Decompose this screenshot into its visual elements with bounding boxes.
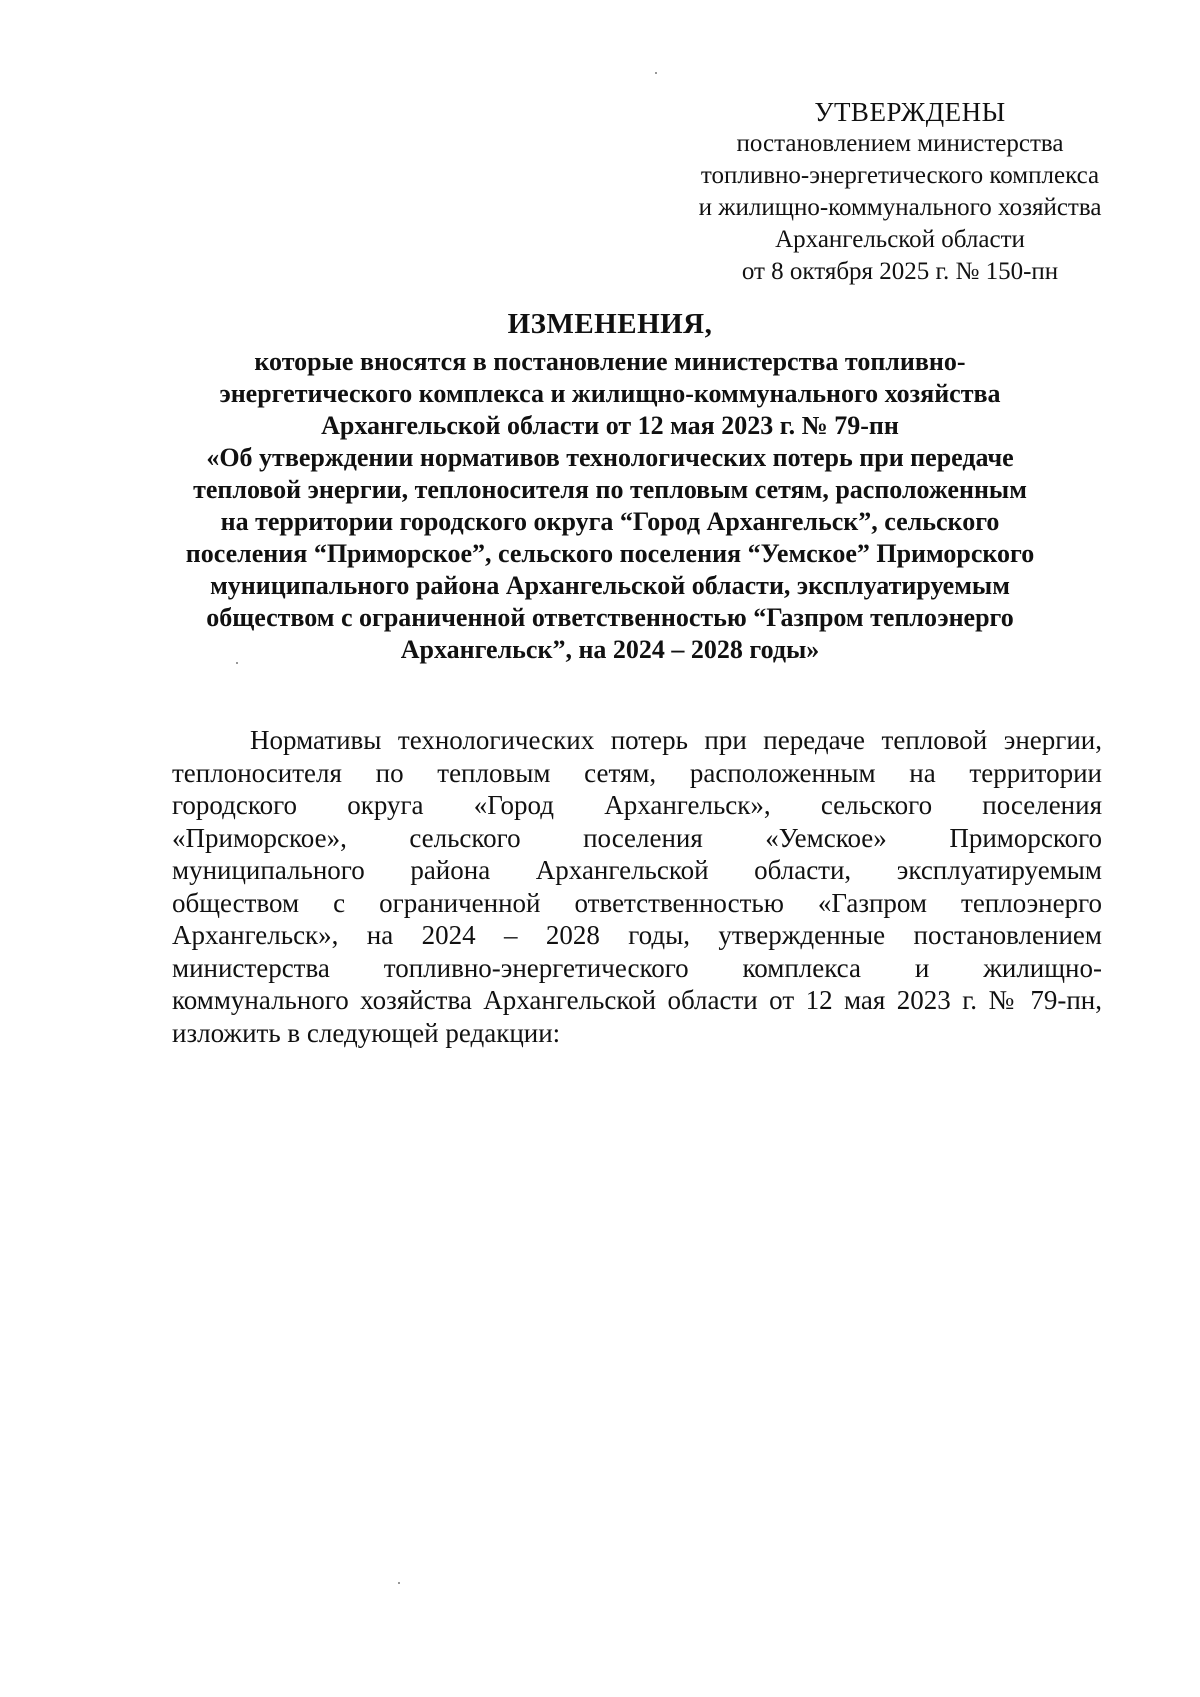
heading-line: муниципального района Архангельской области, эксплуатируемым: [210, 571, 1010, 600]
heading-line: на территории городского округа “Город Архангельск”, сельского: [220, 507, 1000, 536]
approval-line: и жилищно-коммунального хозяйства: [698, 194, 1102, 221]
approval-line: постановлением министерства: [736, 130, 1064, 157]
approval-line: от 8 октября 2025 г. № 150-пн: [741, 258, 1059, 285]
heading-line: тепловой энергии, теплоносителя по тепловым сетям, расположенным: [193, 475, 1027, 504]
body-paragraph: [172, 724, 1102, 1049]
document-heading: [140, 308, 1080, 666]
approval-title: УТВЕРЖДЕНЫ: [814, 97, 1006, 127]
approval-block: [640, 96, 1160, 288]
heading-line: обществом с ограниченной ответственностью “Газпром теплоэнерго: [206, 603, 1014, 632]
body-line: «Приморское», сельского поселения «Уемское» Приморского: [172, 822, 1102, 853]
body-line: министерства топливно-энергетического комплекса и жилищно-: [172, 952, 1102, 983]
body-line: Архангельск», на 2024 – 2028 годы, утвержденные постановлением: [172, 920, 1102, 950]
body-line: изложить в следующей редакции:: [172, 1017, 561, 1048]
scan-speck: [236, 662, 238, 664]
heading-line: энергетического комплекса и жилищно-коммунального хозяйства: [219, 379, 1001, 408]
document-title: ИЗМЕНЕНИЯ,: [507, 308, 713, 340]
heading-line: которые вносятся в постановление министерства топливно-: [254, 347, 966, 376]
body-line: Нормативы технологических потерь при передаче тепловой энергии,: [250, 725, 1102, 755]
body-line: городского округа «Город Архангельск», сельского поселения: [172, 790, 1102, 820]
heading-line: Архангельской области от 12 мая 2023 г. № 79-пн: [321, 411, 899, 440]
body-line: теплоносителя по тепловым сетям, расположенным на территории: [172, 757, 1102, 788]
heading-line: поселения “Приморское”, сельского поселения “Уемское” Приморского: [185, 539, 1035, 568]
scan-speck: [655, 72, 657, 74]
body-line: муниципального района Архангельской области, эксплуатируемым: [172, 855, 1102, 885]
heading-line: Архангельск”, на 2024 – 2028 годы»: [400, 635, 820, 664]
approval-line: Архангельской области: [775, 226, 1025, 253]
body-line: обществом с ограниченной ответственностью «Газпром теплоэнерго: [172, 887, 1102, 918]
heading-line: «Об утверждении нормативов технологических потерь при передаче: [206, 443, 1014, 472]
scan-speck: [398, 1582, 400, 1584]
approval-line: топливно-энергетического комплекса: [700, 162, 1100, 189]
body-line: коммунального хозяйства Архангельской области от 12 мая 2023 г. № 79-пн,: [172, 985, 1102, 1015]
